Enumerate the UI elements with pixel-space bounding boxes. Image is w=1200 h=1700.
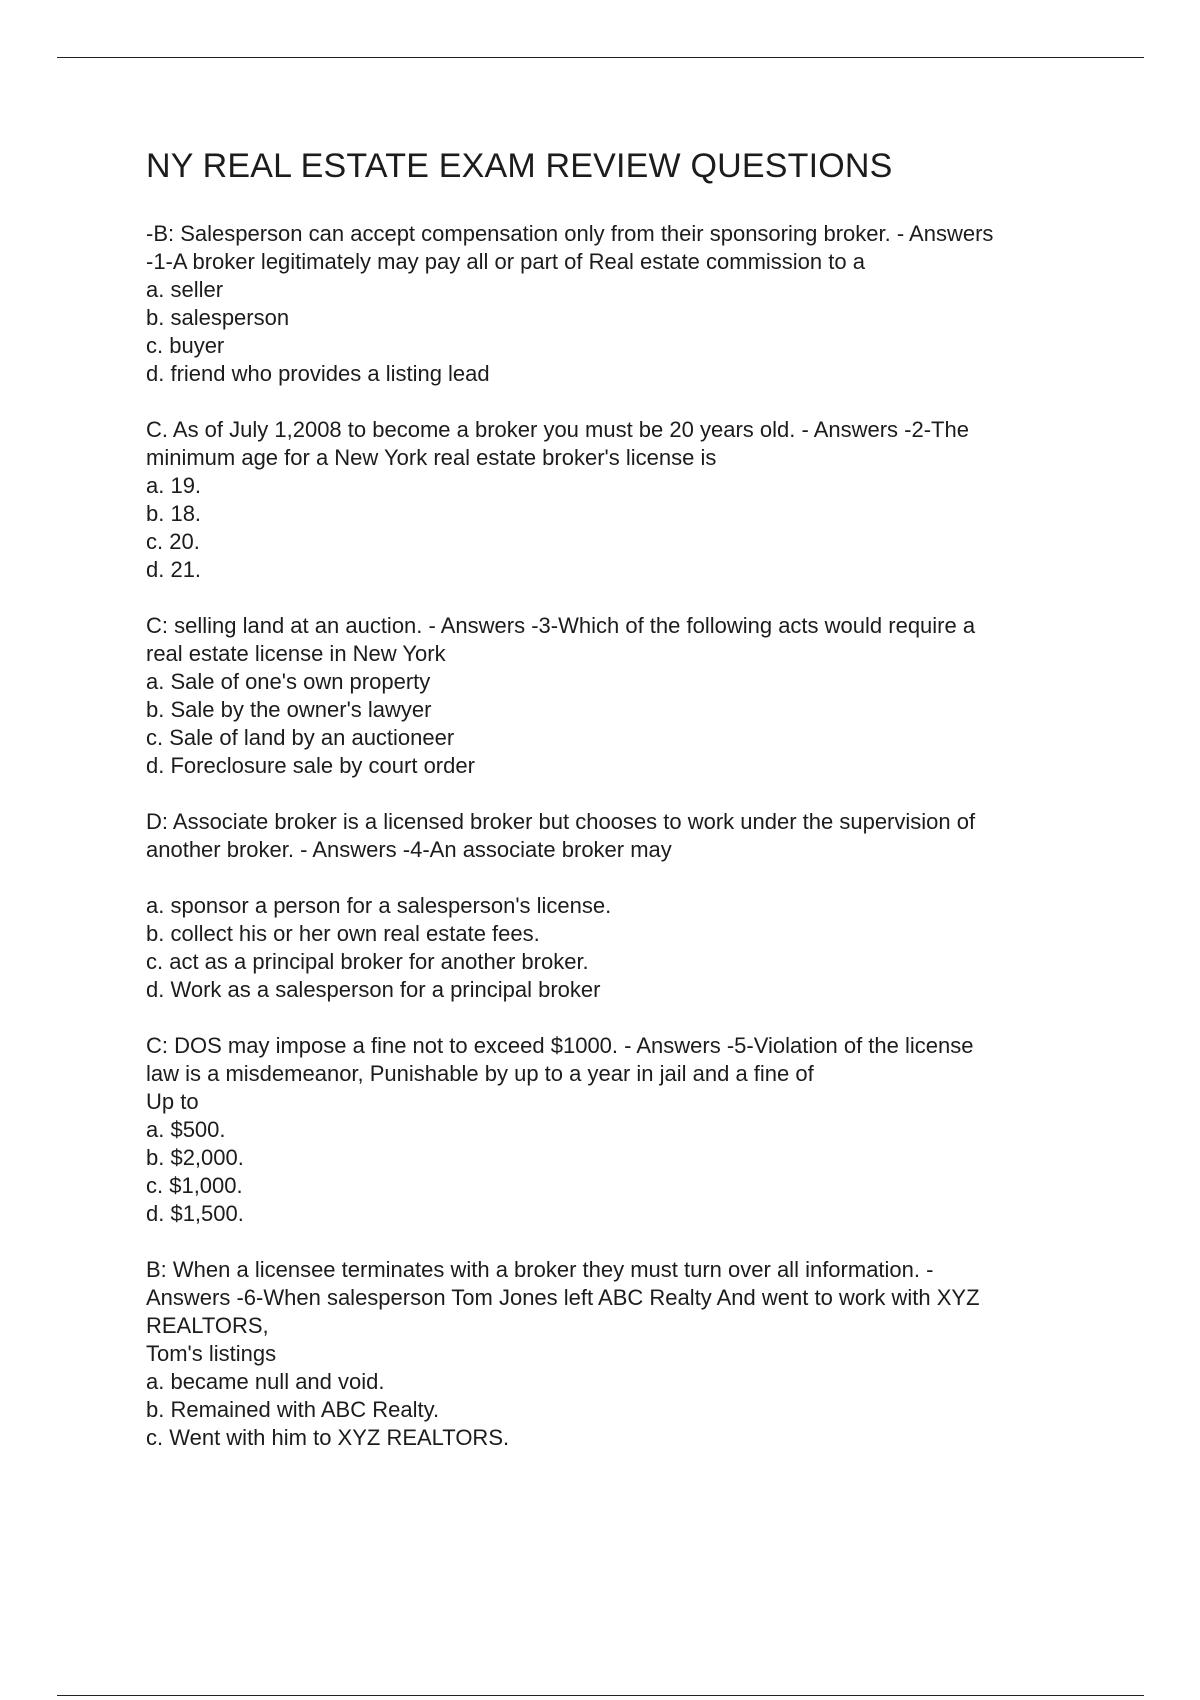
question-text: -1-A broker legitimately may pay all or part of Real estate commission to a: [146, 249, 865, 274]
answer-option: b. collect his or her own real estate fees.: [146, 921, 540, 946]
question-text: Answers -6-When salesperson Tom Jones left ABC Realty And went to work with XYZ: [146, 1285, 980, 1310]
bottom-rule: [57, 1695, 1144, 1696]
question-3: [146, 612, 1106, 780]
question-text: C. As of July 1,2008 to become a broker you must be 20 years old. - Answers -2-The: [146, 417, 969, 442]
answer-option: a. became null and void.: [146, 1369, 385, 1394]
answer-option: a. seller: [146, 277, 224, 302]
answer-option: a. $500.: [146, 1117, 226, 1142]
answer-option: b. Sale by the owner's lawyer: [146, 697, 432, 722]
answer-option: c. $1,000.: [146, 1173, 243, 1198]
question-text: Up to: [146, 1089, 199, 1114]
question-text: C: selling land at an auction. - Answers -3-Which of the following acts would require a: [146, 613, 976, 638]
question-text: Tom's listings: [146, 1341, 277, 1366]
answer-option: c. Went with him to XYZ REALTORS.: [146, 1425, 510, 1450]
answer-option: b. salesperson: [146, 305, 290, 330]
question-text: REALTORS,: [146, 1313, 269, 1338]
answer-option: a. Sale of one's own property: [146, 669, 431, 694]
question-text: real estate license in New York: [146, 641, 446, 666]
answer-option: d. Work as a salesperson for a principal broker: [146, 977, 601, 1002]
question-6: [146, 1256, 1106, 1452]
answer-option: b. Remained with ABC Realty.: [146, 1397, 440, 1422]
answer-option: a. sponsor a person for a salesperson's license.: [146, 893, 612, 918]
answer-option: d. $1,500.: [146, 1201, 244, 1226]
question-text: law is a misdemeanor, Punishable by up to a year in jail and a fine of: [146, 1061, 814, 1086]
answer-option: d. Foreclosure sale by court order: [146, 753, 475, 778]
answer-option: b. $2,000.: [146, 1145, 244, 1170]
question-5: [146, 1032, 1106, 1228]
blank-line: [146, 864, 1106, 892]
page-title: NY REAL ESTATE EXAM REVIEW QUESTIONS: [146, 147, 893, 185]
answer-option: c. buyer: [146, 333, 225, 358]
answer-option: c. act as a principal broker for another broker.: [146, 949, 589, 974]
answer-option: d. 21.: [146, 557, 202, 582]
answer-option: b. 18.: [146, 501, 202, 526]
answer-option: c. Sale of land by an auctioneer: [146, 725, 455, 750]
answer-option: c. 20.: [146, 529, 200, 554]
question-text: minimum age for a New York real estate broker's license is: [146, 445, 717, 470]
answer-option: a. 19.: [146, 473, 202, 498]
question-text: another broker. - Answers -4-An associate broker may: [146, 837, 672, 862]
question-4: [146, 808, 1106, 1004]
top-rule: [57, 57, 1144, 58]
page-content: [146, 140, 1106, 1480]
question-1: [146, 220, 1106, 388]
question-2: [146, 416, 1106, 584]
question-text: B: When a licensee terminates with a broker they must turn over all information. -: [146, 1257, 934, 1282]
answer-option: d. friend who provides a listing lead: [146, 361, 490, 386]
question-text: D: Associate broker is a licensed broker but chooses to work under the supervision of: [146, 809, 976, 834]
question-text: C: DOS may impose a fine not to exceed $1000. - Answers -5-Violation of the license: [146, 1033, 974, 1058]
question-text: -B: Salesperson can accept compensation only from their sponsoring broker. - Answers: [146, 221, 994, 246]
